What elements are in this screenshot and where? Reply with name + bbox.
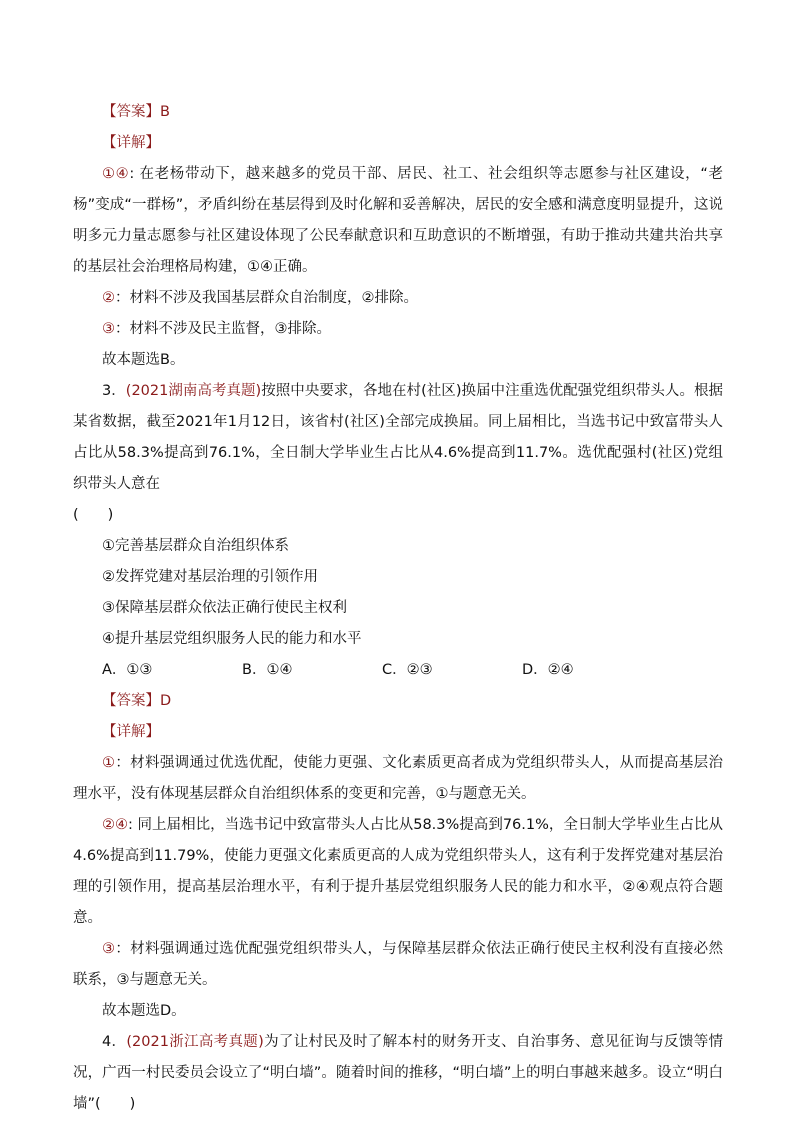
q2-analysis-2-text: ：材料不涉及我国基层群众自治制度，②排除。 [115, 290, 418, 306]
q3-analysis-3-text: ：材料强调通过选优配强党组织带头人，与保障基层群众依法正确行使民主权利没有直接必然联系，③与题意无关。 [73, 941, 724, 988]
q3-option-b: B．①④ [242, 662, 293, 678]
q2-analysis-1 [73, 159, 723, 283]
q2-analysis-3-tag: ③ [102, 321, 115, 337]
q3-analysis-2-tag: ②④ [102, 817, 129, 833]
q2-analysis-3-text: ：材料不涉及民主监督，③排除。 [115, 321, 331, 337]
q3-item-2: ②发挥党建对基层治理的引领作用 [102, 569, 318, 585]
q3-source: (2021湖南高考真题) [125, 383, 262, 399]
q3-paren: ( ) [73, 507, 114, 523]
q3-item-3: ③保障基层群众依法正确行使民主权利 [102, 600, 347, 616]
q4-stem-text: 为了让村民及时了解本村的财务开支、自治事务、意见征询与反馈等情况，广西一村民委员会设立了“明白墙”。随着时间的推移，“明白墙”上的明白事越来越多。设立“明白墙” [73, 1034, 724, 1112]
q3-analysis-1 [73, 748, 723, 810]
q3-analysis-1-tag: ① [102, 755, 116, 771]
q3-analysis-2-text: : 同上届相比，当选书记中致富带头人占比从58.3%提高到76.1%，全日制大学毕业生占比从4.6%提高到11.79%，使能力更强文化素质更高的人成为党组织带头人，这有利于发挥党建对基层治理的引领作用，提高基层治理水平，有利于提升基层党组织服务人民的能力和水平，②④观点符合题意。 [73, 817, 724, 926]
q4-number: 4． [102, 1034, 127, 1050]
q4-paren: ( ) [95, 1096, 136, 1112]
q3-analysis-3 [73, 934, 723, 996]
q3-item-1: ①完善基层群众自治组织体系 [102, 538, 289, 554]
q2-analysis-3 [73, 314, 723, 345]
q3-stem-text: 按照中央要求，各地在村(社区)换届中注重选优配强党组织带头人。根据某省数据，截至2021年1月12日，该省村(社区)全部完成换届。同上届相比，当选书记中致富带头人占比从58.3%提高到76.1%，全日制大学毕业生占比从4.6%提高到11.7%。选优配强村(社区)党组织带头人意在 [73, 383, 723, 492]
q2-analysis-1-text: : 在老杨带动下，越来越多的党员干部、居民、社工、社会组织等志愿参与社区建设，“老杨”变成“一群杨”，矛盾纠纷在基层得到及时化解和妥善解决，居民的安全感和满意度明显提升，这说明多元力量志愿参与社区建设体现了公民奉献意识和互助意识的不断增强，有助于推动共建共治共享的基层社会治理格局构建，①④正确。 [73, 166, 723, 275]
q2-analysis-1-tag: ①④ [102, 166, 130, 182]
q3-stem [73, 376, 723, 500]
q3-options [73, 655, 723, 686]
q2-detail-label: 【详解】 [102, 135, 160, 151]
q3-option-c: C．②③ [382, 662, 433, 678]
q2-conclusion: 故本题选B。 [102, 352, 185, 368]
q3-number: 3． [102, 383, 126, 399]
q3-answer: 【答案】D [102, 693, 172, 709]
q3-item-4: ④提升基层党组织服务人民的能力和水平 [102, 631, 362, 647]
q3-option-d: D．②④ [522, 662, 574, 678]
q3-option-a: A．①③ [102, 662, 153, 678]
q3-analysis-3-tag: ③ [102, 941, 116, 957]
q4-stem [73, 1027, 723, 1120]
q3-conclusion: 故本题选D。 [102, 1003, 186, 1019]
q4-source: (2021浙江高考真题) [126, 1034, 264, 1050]
q3-detail-label: 【详解】 [102, 724, 160, 740]
q3-analysis-2 [73, 810, 723, 934]
document-content [73, 97, 723, 1120]
q2-analysis-2 [73, 283, 723, 314]
q2-answer: 【答案】B [102, 104, 170, 120]
q3-analysis-1-text: ：材料强调通过优选优配，使能力更强、文化素质更高者成为党组织带头人，从而提高基层治理水平，没有体现基层群众自治组织体系的变更和完善，①与题意无关。 [73, 755, 724, 802]
q2-analysis-2-tag: ② [102, 290, 115, 306]
